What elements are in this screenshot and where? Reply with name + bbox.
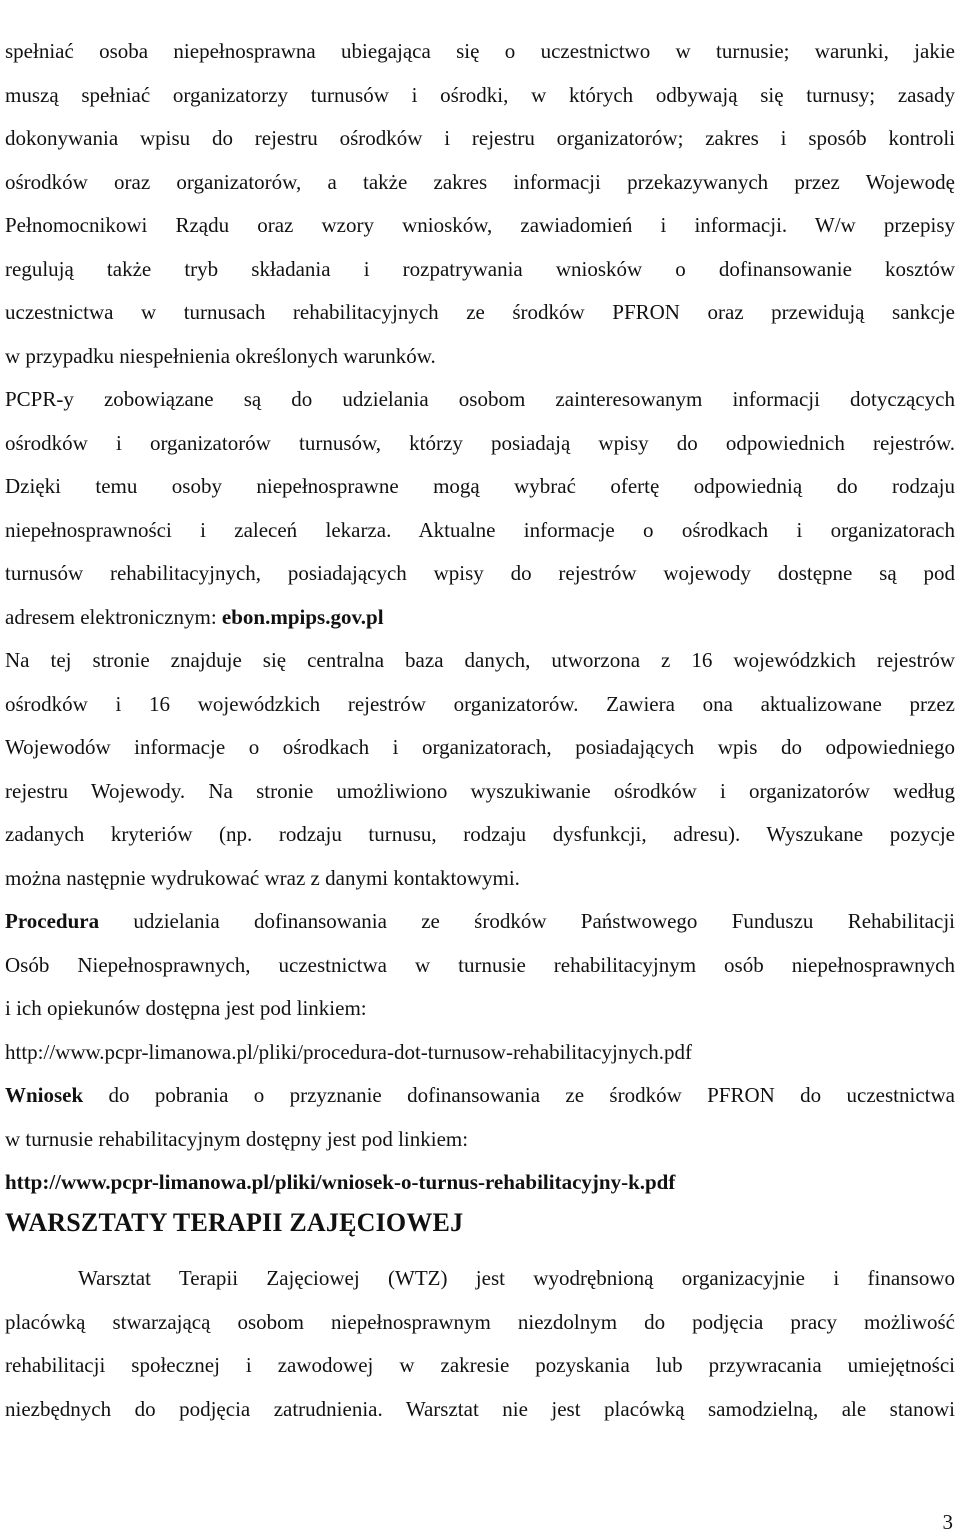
- text-line: PCPR-y zobowiązane są do udzielania osobom zainteresowanym informacji dotyczących: [5, 387, 955, 411]
- text-line: Warsztat Terapii Zajęciowej (WTZ) jest wyodrębnioną organizacyjnie i finansowo: [78, 1266, 955, 1290]
- text-line: niepełnosprawności i zaleceń lekarza. Aktualne informacje o ośrodkach i organizatorach: [5, 517, 955, 542]
- text-line: turnusów rehabilitacyjnych, posiadających wpisy do rejestrów wojewody dostępne są pod: [5, 561, 955, 585]
- pcpr-paragraph: [5, 378, 955, 639]
- text-line: rejestru Wojewody. Na stronie umożliwiono wyszukiwanie ośrodków i organizatorów według: [5, 778, 955, 803]
- text-line: ośrodków i 16 wojewódzkich rejestrów organizatorów. Zawiera ona aktualizowane przez: [5, 691, 955, 716]
- text-line: ośrodków i organizatorów turnusów, którzy posiadają wpisy do odpowiednich rejestrów.: [5, 430, 955, 455]
- text-line: placówką stwarzającą osobom niepełnosprawnym niezdolnym do podjęcia pracy możliwość: [5, 1309, 955, 1334]
- application-bold-word: Wniosek: [5, 1083, 84, 1107]
- application-line1-rest: do pobrania o przyznanie dofinansowania ze środków PFRON do uczestnictwa: [83, 1083, 955, 1107]
- procedure-bold-word: Procedura: [5, 909, 100, 933]
- text-line: muszą spełniać organizatorzy turnusów i ośrodki, w których odbywają się turnusy; zasady: [5, 82, 955, 107]
- text-line: można następnie wydrukować wraz z danymi kontaktowymi.: [5, 865, 520, 890]
- document-body: [5, 30, 955, 1205]
- procedure-line1-rest: udzielania dofinansowania ze środków Państwowego Funduszu Rehabilitacji: [99, 909, 955, 933]
- page-number: 3: [942, 1510, 953, 1534]
- text-line: zadanych kryteriów (np. rodzaju turnusu, rodzaju dysfunkcji, adresu). Wyszukane pozycje: [5, 822, 955, 846]
- intro-paragraph: [5, 30, 955, 378]
- wtz-paragraph: [5, 1257, 955, 1431]
- text-line: w przypadku niespełnienia określonych warunków.: [5, 343, 436, 368]
- application-link[interactable]: http://www.pcpr-limanowa.pl/pliki/wniosek-o-turnus-rehabilitacyjny-k.pdf: [5, 1170, 676, 1194]
- procedure-paragraph: [5, 900, 955, 1074]
- text-line: Na tej stronie znajduje się centralna baza danych, utworzona z 16 wojewódzkich rejestrów: [5, 648, 955, 672]
- text-line: w turnusie rehabilitacyjnym dostępny jest pod linkiem:: [5, 1126, 469, 1151]
- text-line: Dzięki temu osoby niepełnosprawne mogą wybrać ofertę odpowiednią do rodzaju: [5, 474, 955, 498]
- ebon-link[interactable]: ebon.mpips.gov.pl: [221, 604, 384, 629]
- text-line: Pełnomocnikowi Rządu oraz wzory wniosków, zawiadomień i informacji. W/w przepisy: [5, 213, 955, 237]
- text-line: ośrodków oraz organizatorów, a także zakres informacji przekazywanych przez Wojewodę: [5, 169, 955, 194]
- database-paragraph: [5, 639, 955, 900]
- address-prefix: adresem elektronicznym:: [5, 604, 222, 629]
- text-line: Wojewodów informacje o ośrodkach i organizatorach, posiadających wpis do odpowiedniego: [5, 735, 955, 759]
- procedure-link[interactable]: http://www.pcpr-limanowa.pl/pliki/procedura-dot-turnusow-rehabilitacyjnych.pdf: [5, 1039, 692, 1064]
- section-heading-wtz: WARSZTATY TERAPII ZAJĘCIOWEJ: [5, 1208, 464, 1237]
- address-line: [5, 596, 955, 640]
- text-line: niezbędnych do podjęcia zatrudnienia. Warsztat nie jest placówką samodzielną, ale stanowi: [5, 1396, 955, 1421]
- text-line: regulują także tryb składania i rozpatrywania wniosków o dofinansowanie kosztów: [5, 256, 955, 281]
- application-paragraph: [5, 1074, 955, 1205]
- text-line: spełniać osoba niepełnosprawna ubiegająca się o uczestnictwo w turnusie; warunki, jakie: [5, 39, 955, 63]
- text-line: [5, 900, 955, 944]
- text-line: rehabilitacji społecznej i zawodowej w zakresie pozyskania lub przywracania umiejętności: [5, 1353, 955, 1377]
- text-line: i ich opiekunów dostępna jest pod linkiem:: [5, 996, 367, 1020]
- text-line: [5, 1074, 955, 1118]
- text-line: uczestnictwa w turnusach rehabilitacyjnych ze środków PFRON oraz przewidują sankcje: [5, 300, 955, 324]
- text-line: dokonywania wpisu do rejestru ośrodków i rejestru organizatorów; zakres i sposób kontroli: [5, 126, 955, 150]
- text-line: Osób Niepełnosprawnych, uczestnictwa w turnusie rehabilitacyjnym osób niepełnosprawnych: [5, 952, 955, 977]
